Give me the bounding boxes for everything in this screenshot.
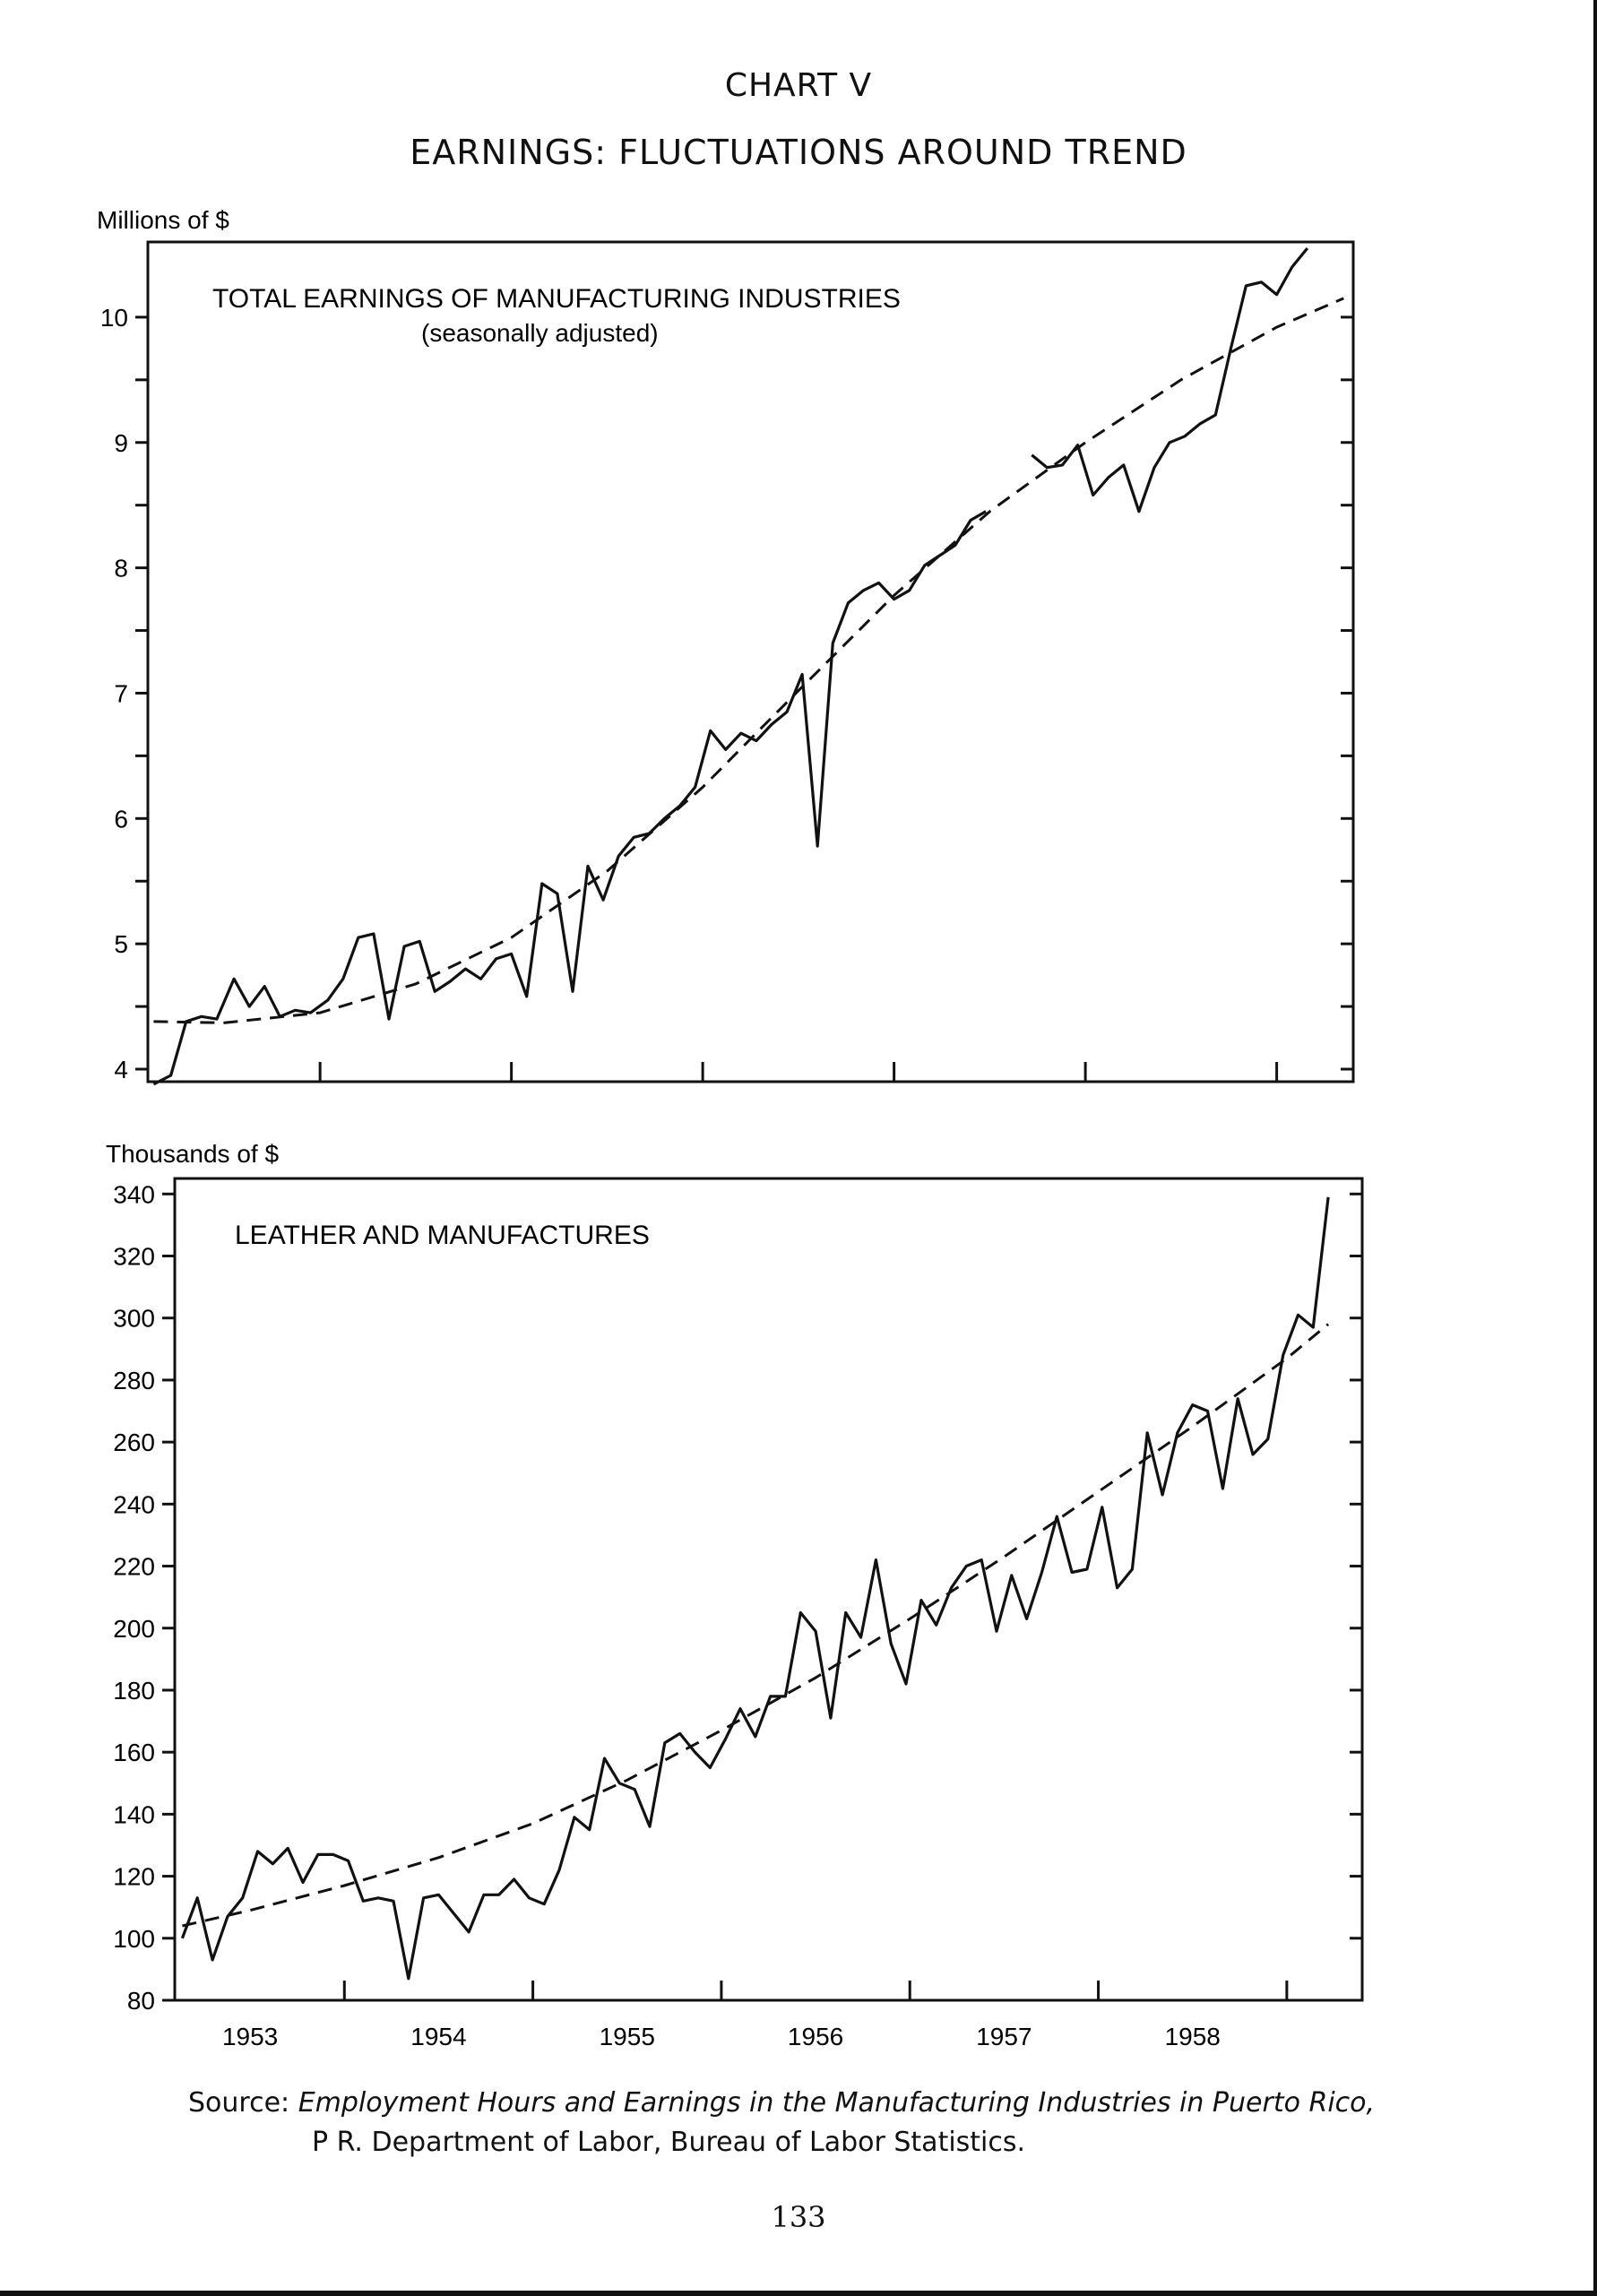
earnings-line [1032,248,1308,512]
x-tick-label: 1955 [599,2023,655,2050]
earnings-line [182,1197,1328,1979]
y-tick-label: 340 [113,1180,155,1209]
y-tick-label: 9 [114,428,128,457]
series-group [153,248,1343,1084]
chart-subtitle: (seasonally adjusted) [421,319,659,347]
chart-series-title: TOTAL EARNINGS OF MANUFACTURING INDUSTRIES [212,284,901,314]
x-tick-label: 1956 [787,2023,844,2050]
y-axis-ticks [113,1180,1362,2015]
plot-frame [148,242,1353,1082]
y-axis-label: Thousands of $ [106,1140,280,1168]
chart-total-earnings [97,206,1353,1084]
y-tick-label: 300 [113,1304,155,1333]
y-tick-label: 8 [114,554,128,583]
trend-line [153,298,1343,1023]
y-tick-label: 100 [113,1924,155,1953]
x-tick-label: 1958 [1164,2023,1221,2050]
y-axis-label: Millions of $ [97,206,229,234]
y-tick-label: 220 [113,1552,155,1581]
y-tick-label: 160 [113,1739,155,1767]
series-group [182,1197,1328,1979]
y-tick-label: 260 [113,1429,155,1457]
y-tick-label: 140 [113,1800,155,1829]
y-tick-label: 320 [113,1242,155,1271]
x-tick-label: 1953 [221,2023,279,2050]
earnings-line [153,512,986,1084]
y-tick-label: 5 [114,930,128,959]
chart-title: EARNINGS: FLUCTUATIONS AROUND TREND [410,133,1187,172]
y-tick-label: 4 [114,1056,128,1084]
source-line-2: P R. Department of Labor, Bureau of Labor Statistics. [312,2127,1026,2158]
y-tick-label: 6 [114,805,128,833]
chart-leather [106,1140,1362,2050]
chart-number: CHART V [724,67,873,104]
y-tick-label: 280 [113,1366,155,1394]
y-axis-ticks [100,304,1353,1083]
x-tick-label: 1954 [410,2023,467,2050]
chart-series-title: LEATHER AND MANUFACTURES [235,1221,650,1250]
y-tick-label: 10 [99,303,128,332]
source-lead: Source: [188,2087,290,2119]
page-number: 133 [771,2200,826,2234]
y-tick-label: 180 [113,1676,155,1705]
year-ticks [320,1062,1276,1082]
y-tick-label: 240 [113,1490,155,1519]
trend-line [182,1325,1328,1926]
x-tick-label: 1957 [976,2023,1032,2050]
y-tick-label: 80 [126,1987,155,2015]
y-tick-label: 200 [113,1614,155,1643]
source-note [188,2084,1375,2162]
source-line-1: Employment Hours and Earnings in the Manufacturing Industries in Puerto Rico, [298,2087,1376,2119]
y-tick-label: 7 [114,679,128,708]
y-tick-label: 120 [113,1862,155,1891]
year-ticks [222,1981,1287,2050]
